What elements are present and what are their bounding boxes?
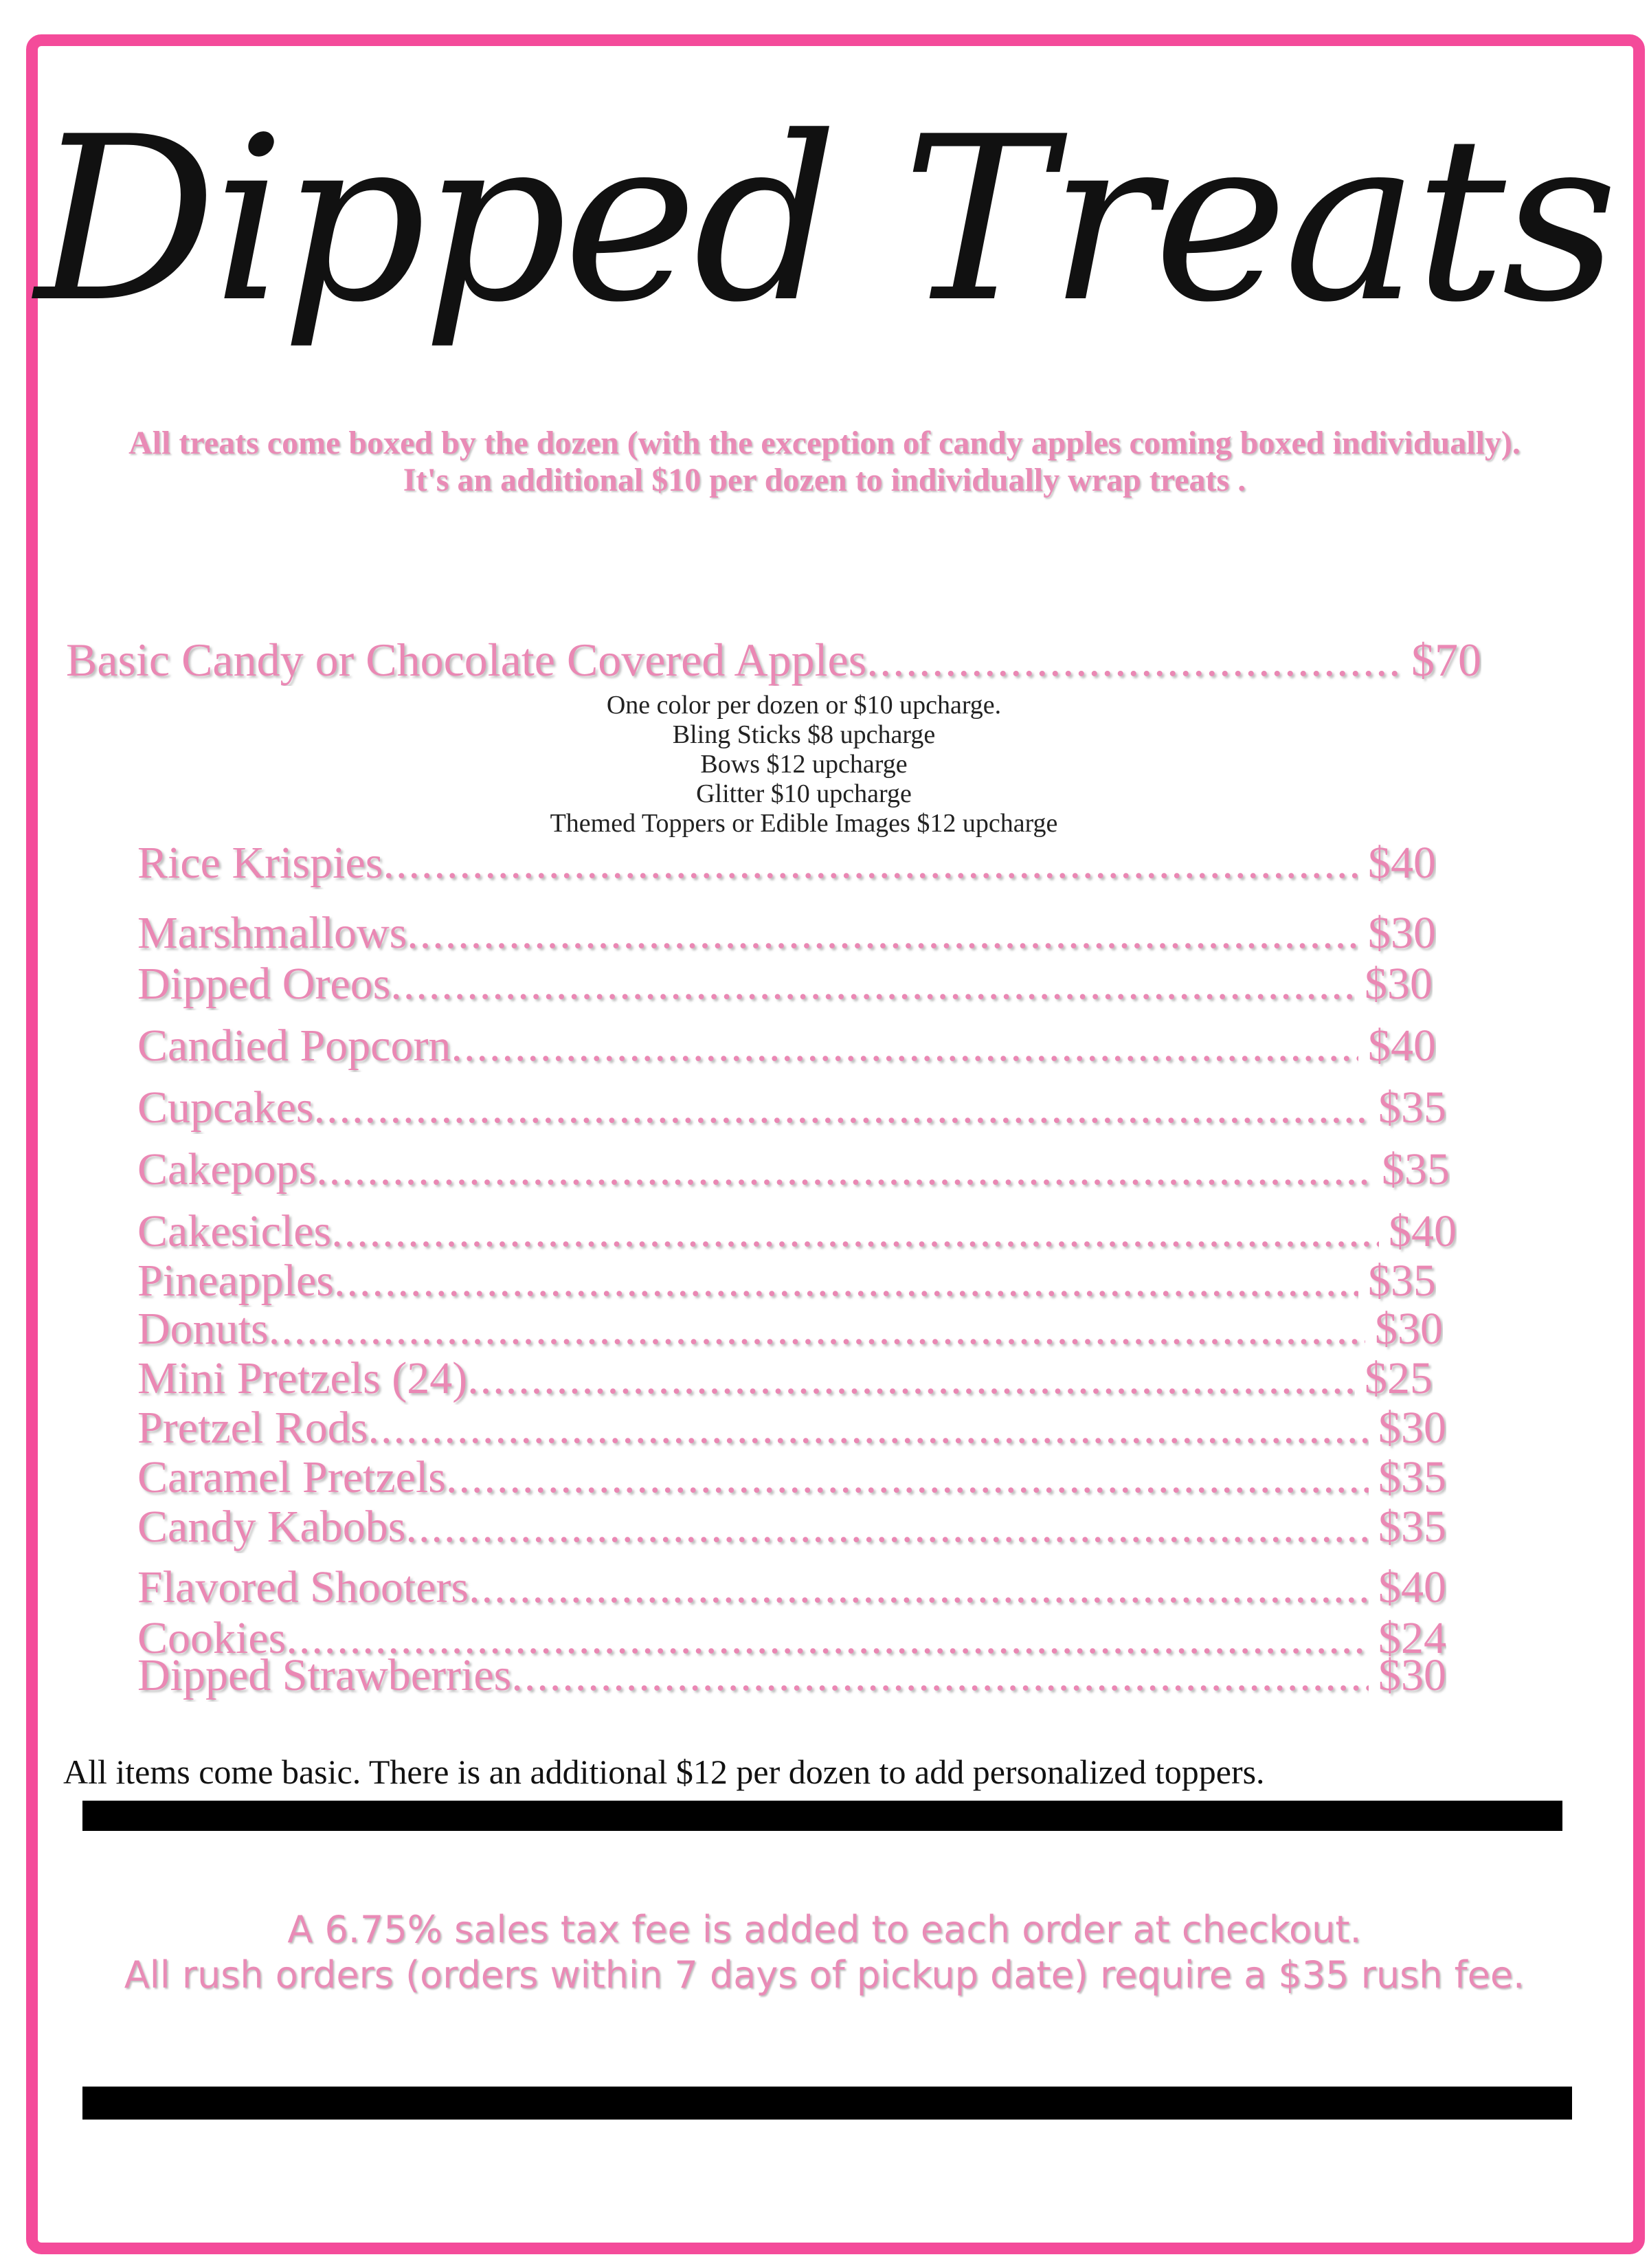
dot-leader: [469, 1561, 1369, 1614]
menu-item: [137, 1402, 1446, 1454]
menu-item-price: $40: [1368, 838, 1436, 888]
note-line: One color per dozen or $10 upcharge.: [606, 691, 1002, 720]
menu-item: [137, 958, 1433, 1010]
menu-item-name: Mini Pretzels (24): [137, 1353, 468, 1403]
dot-leader: [331, 1205, 1379, 1258]
menu-item-price: $35: [1378, 1452, 1446, 1502]
menu-item-apples: [66, 634, 1481, 686]
menu-item-price: $40: [1389, 1206, 1457, 1256]
menu-item: [137, 1082, 1446, 1134]
dot-leader: [334, 1255, 1358, 1307]
menu-item: [137, 1303, 1443, 1355]
fee-line: All rush orders (orders within 7 days of pickup date) require a $35 rush fee.: [124, 1953, 1525, 1997]
intro-line: It's an additional $10 per dozen to individually wrap treats .: [403, 462, 1246, 498]
menu-item: [137, 1020, 1436, 1072]
menu-item: [137, 1144, 1450, 1196]
dot-leader: [405, 1501, 1369, 1553]
menu-item-name: Rice Krispies: [137, 838, 383, 888]
menu-item-price: $30: [1365, 959, 1433, 1009]
dot-leader: [314, 1082, 1369, 1134]
note-line: Bows $12 upcharge: [700, 750, 908, 779]
menu-item-price: $30: [1368, 908, 1436, 958]
divider-bar: [82, 1801, 1562, 1831]
intro-text: [41, 425, 1608, 499]
menu-item-name: Cakesicles: [137, 1206, 332, 1256]
menu-item: [137, 837, 1436, 889]
menu-item-name: Pretzel Rods: [137, 1403, 368, 1453]
menu-item-name: Cookies: [137, 1613, 287, 1663]
menu-item-price: $30: [1375, 1304, 1443, 1354]
intro-line: All treats come boxed by the dozen (with the exception of candy apples coming boxed individually).: [128, 425, 1521, 461]
menu-item-price: $40: [1378, 1562, 1446, 1612]
fee-line: A 6.75% sales tax fee is added to each order at checkout.: [287, 1908, 1362, 1951]
menu-item-name: Cakepops: [137, 1144, 317, 1194]
menu-item: [137, 1561, 1446, 1614]
menu-item: [137, 1452, 1446, 1504]
dot-leader: [467, 1353, 1355, 1405]
menu-item-name: Dipped Oreos: [137, 959, 391, 1009]
menu-item-price: $35: [1378, 1082, 1446, 1133]
menu-item-price: $35: [1368, 1256, 1436, 1306]
dot-leader: [451, 1020, 1358, 1072]
menu-item-price: $35: [1378, 1502, 1446, 1552]
menu-item-name: Pineapples: [137, 1256, 334, 1306]
menu-item-name: Candy Kabobs: [137, 1502, 406, 1552]
menu-item-name: Caramel Pretzels: [137, 1452, 446, 1502]
menu-item-price: $35: [1382, 1144, 1450, 1194]
menu-item-name: Dipped Strawberries: [137, 1650, 512, 1700]
dot-leader: [368, 1402, 1369, 1454]
note-line: Bling Sticks $8 upcharge: [672, 720, 936, 749]
page-title: Dipped Treats: [35, 88, 1614, 352]
dot-leader: [269, 1303, 1365, 1355]
menu-item-name: Candied Popcorn: [137, 1021, 451, 1071]
divider-bar: [82, 2087, 1572, 2120]
menu-item: [137, 1353, 1433, 1405]
menu-item: [137, 1501, 1446, 1553]
menu-item-price: $30: [1378, 1403, 1446, 1453]
note-line: Themed Toppers or Edible Images $12 upcharge: [550, 809, 1058, 838]
menu-item-name: Marshmallows: [137, 908, 407, 958]
dot-leader: [383, 837, 1358, 889]
note-line: Glitter $10 upcharge: [696, 779, 912, 808]
dot-leader: [390, 958, 1355, 1010]
menu-item-name: Donuts: [137, 1304, 269, 1354]
dot-leader: [446, 1452, 1369, 1504]
dot-leader: [316, 1144, 1372, 1196]
dot-leader: [511, 1649, 1369, 1702]
dot-leader: [866, 634, 1402, 686]
menu-item: [137, 1205, 1457, 1258]
menu-item-price: $25: [1365, 1353, 1433, 1403]
menu-item-price: $24: [1378, 1613, 1446, 1663]
menu-item: [137, 1255, 1436, 1307]
apple-upcharge-notes: [0, 691, 1608, 838]
menu-item: [137, 907, 1436, 959]
menu-item-name: Cupcakes: [137, 1082, 314, 1133]
menu-item-price: $30: [1378, 1650, 1446, 1700]
menu-item-price: $40: [1368, 1021, 1436, 1071]
menu-item-price: $70: [1411, 634, 1481, 686]
menu-item-name: Basic Candy or Chocolate Covered Apples: [66, 634, 867, 686]
toppers-footnote: All items come basic. There is an additional $12 per dozen to add personalized toppers.: [63, 1753, 1265, 1791]
dot-leader: [407, 907, 1358, 959]
fees-notice: [0, 1907, 1649, 1998]
menu-item: [137, 1649, 1446, 1702]
menu-item-name: Flavored Shooters: [137, 1562, 469, 1612]
